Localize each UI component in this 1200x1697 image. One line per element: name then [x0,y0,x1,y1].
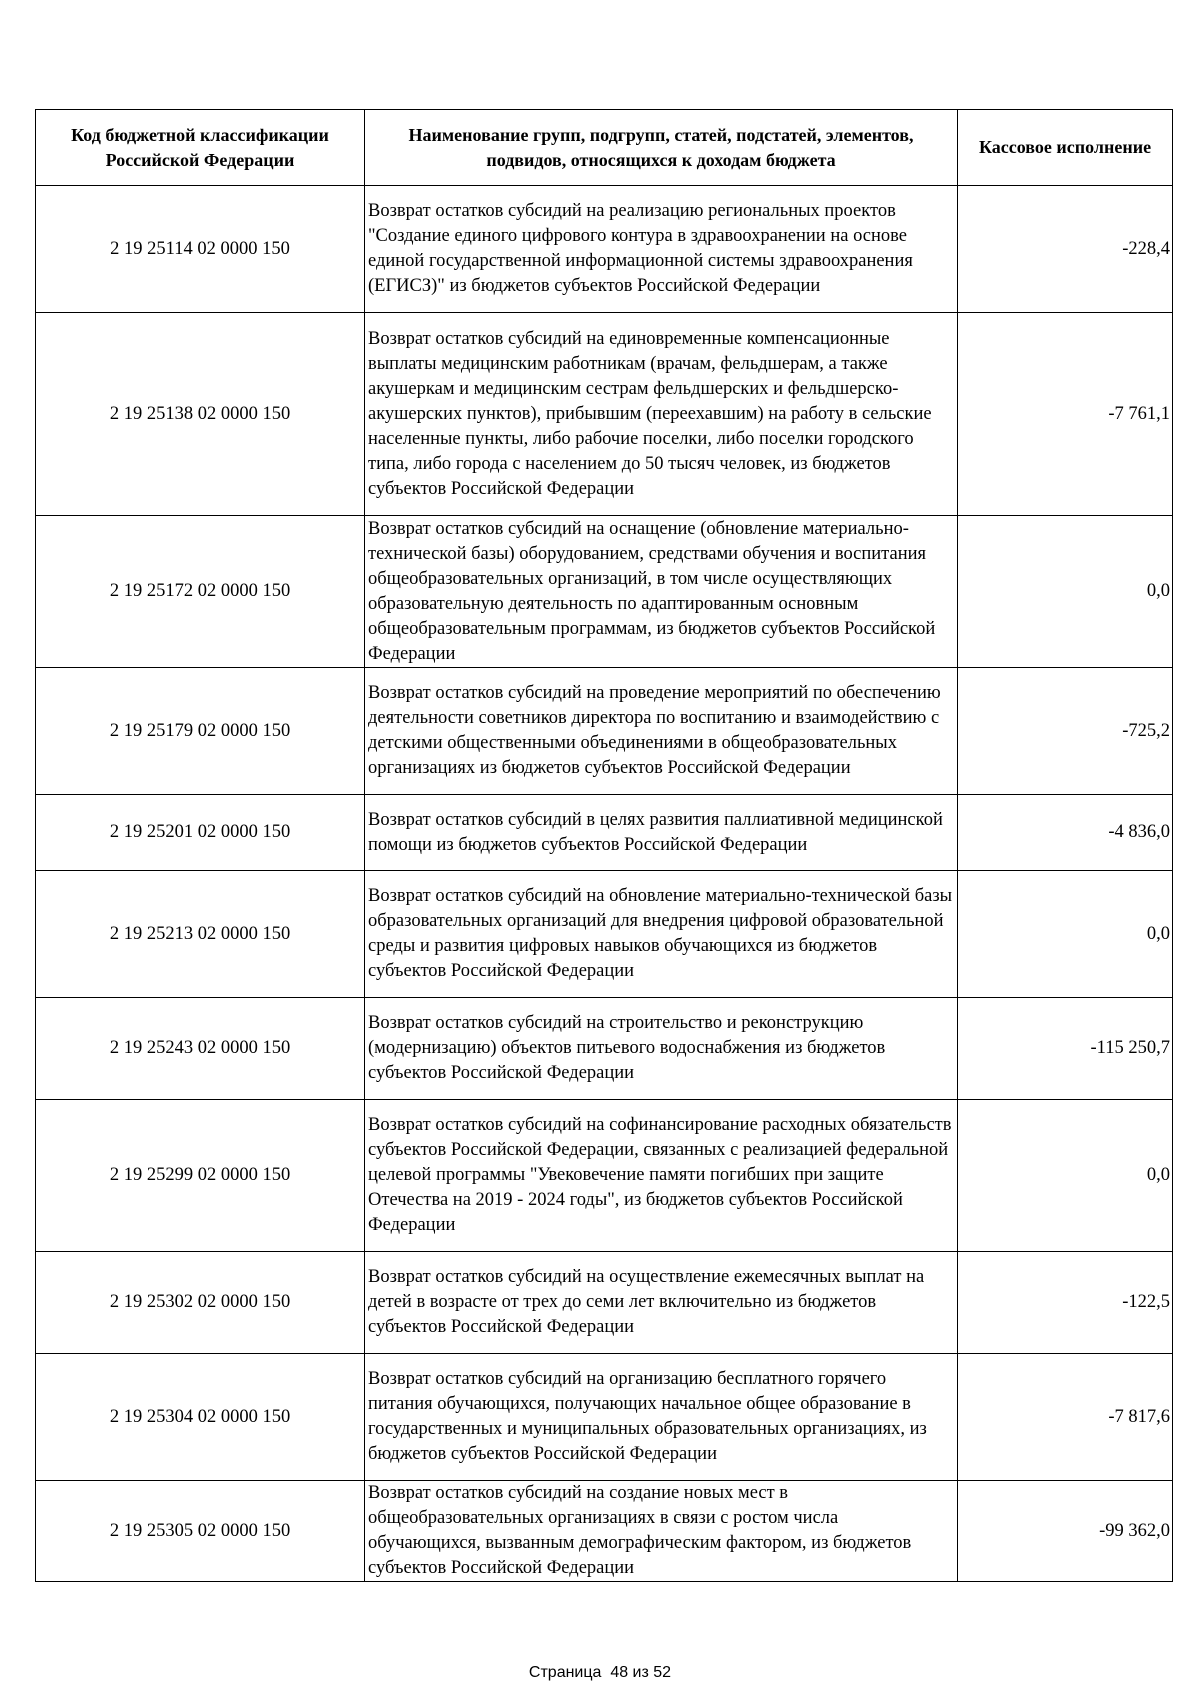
row-sum: -122,5 [958,1252,1173,1354]
row-sum: -228,4 [958,186,1173,313]
table-row [36,668,1173,795]
row-code: 2 19 25213 02 0000 150 [36,871,365,998]
header-sum: Кассовое исполнение [958,110,1173,186]
row-code: 2 19 25172 02 0000 150 [36,516,365,668]
row-name: Возврат остатков субсидий на проведение мероприятий по обеспечению деятельности советников директора по воспитанию и взаимодействию с детскими общественными объединениями в общеобразовательных организациях из бюджетов субъектов Российской Федерации [365,668,958,795]
row-code: 2 19 25299 02 0000 150 [36,1100,365,1252]
row-name: Возврат остатков субсидий на реализацию региональных проектов "Создание единого цифрового контура в здравоохранении на основе единой государственной информационной системы здравоохранения (ЕГИСЗ)" из бюджетов субъектов Российской Федерации [365,186,958,313]
table-body [36,186,1173,1582]
budget-income-table [35,109,1173,1582]
header-row [36,110,1173,186]
row-sum: -115 250,7 [958,998,1173,1100]
table-row [36,516,1173,668]
row-code: 2 19 25138 02 0000 150 [36,313,365,516]
header-name: Наименование групп, подгрупп, статей, подстатей, элементов, подвидов, относящихся к доходам бюджета [365,110,958,186]
row-sum: -7 817,6 [958,1354,1173,1481]
table-row [36,1354,1173,1481]
table-header [36,110,1173,186]
table-row [36,313,1173,516]
table-row [36,795,1173,871]
row-code: 2 19 25201 02 0000 150 [36,795,365,871]
row-name: Возврат остатков субсидий на осуществление ежемесячных выплат на детей в возрасте от трех до семи лет включительно из бюджетов субъектов Российской Федерации [365,1252,958,1354]
row-sum: 0,0 [958,516,1173,668]
table-row [36,871,1173,998]
table-row [36,998,1173,1100]
row-name: Возврат остатков субсидий на софинансирование расходных обязательств субъектов Российской Федерации, связанных с реализацией федеральной целевой программы "Увековечение памяти погибших при защите Отечества на 2019 - 2024 годы", из бюджетов субъектов Российской Федерации [365,1100,958,1252]
row-code: 2 19 25114 02 0000 150 [36,186,365,313]
row-sum: -7 761,1 [958,313,1173,516]
row-code: 2 19 25243 02 0000 150 [36,998,365,1100]
table-row [36,1481,1173,1582]
row-sum: 0,0 [958,1100,1173,1252]
header-code: Код бюджетной классификации Российской Федерации [36,110,365,186]
row-name: Возврат остатков субсидий на единовременные компенсационные выплаты медицинским работникам (врачам, фельдшерам, а также акушеркам и медицинским сестрам фельдшерских и фельдшерско-акушерских пунктов), прибывшим (переехавшим) на работу в сельские населенные пункты, либо рабочие поселки, либо поселки городского типа, либо города с населением до 50 тысяч человек, из бюджетов субъектов Российской Федерации [365,313,958,516]
row-code: 2 19 25179 02 0000 150 [36,668,365,795]
row-sum: 0,0 [958,871,1173,998]
table-row [36,1252,1173,1354]
row-name: Возврат остатков субсидий на обновление материально-технической базы образовательных организаций для внедрения цифровой образовательной среды и развития цифровых навыков обучающихся из бюджетов субъектов Российской Федерации [365,871,958,998]
row-name: Возврат остатков субсидий на организацию бесплатного горячего питания обучающихся, получающих начальное общее образование в государственных и муниципальных образовательных организациях, из бюджетов субъектов Российской Федерации [365,1354,958,1481]
row-name: Возврат остатков субсидий в целях развития паллиативной медицинской помощи из бюджетов субъектов Российской Федерации [365,795,958,871]
row-name: Возврат остатков субсидий на строительство и реконструкцию (модернизацию) объектов питьевого водоснабжения из бюджетов субъектов Российской Федерации [365,998,958,1100]
row-code: 2 19 25302 02 0000 150 [36,1252,365,1354]
row-name: Возврат остатков субсидий на создание новых мест в общеобразовательных организациях в связи с ростом числа обучающихся, вызванным демографическим фактором, из бюджетов субъектов Российской Федерации [365,1481,958,1582]
row-sum: -99 362,0 [958,1481,1173,1582]
row-sum: -4 836,0 [958,795,1173,871]
row-sum: -725,2 [958,668,1173,795]
table-row [36,1100,1173,1252]
row-name: Возврат остатков субсидий на оснащение (обновление материально-технической базы) оборудованием, средствами обучения и воспитания общеобразовательных организаций, в том числе осуществляющих образовательную деятельность по адаптированным основным общеобразовательным программам, из бюджетов субъектов Российской Федерации [365,516,958,668]
table-row [36,186,1173,313]
row-code: 2 19 25305 02 0000 150 [36,1481,365,1582]
page-number: Страница 48 из 52 [528,1664,672,1681]
row-code: 2 19 25304 02 0000 150 [36,1354,365,1481]
